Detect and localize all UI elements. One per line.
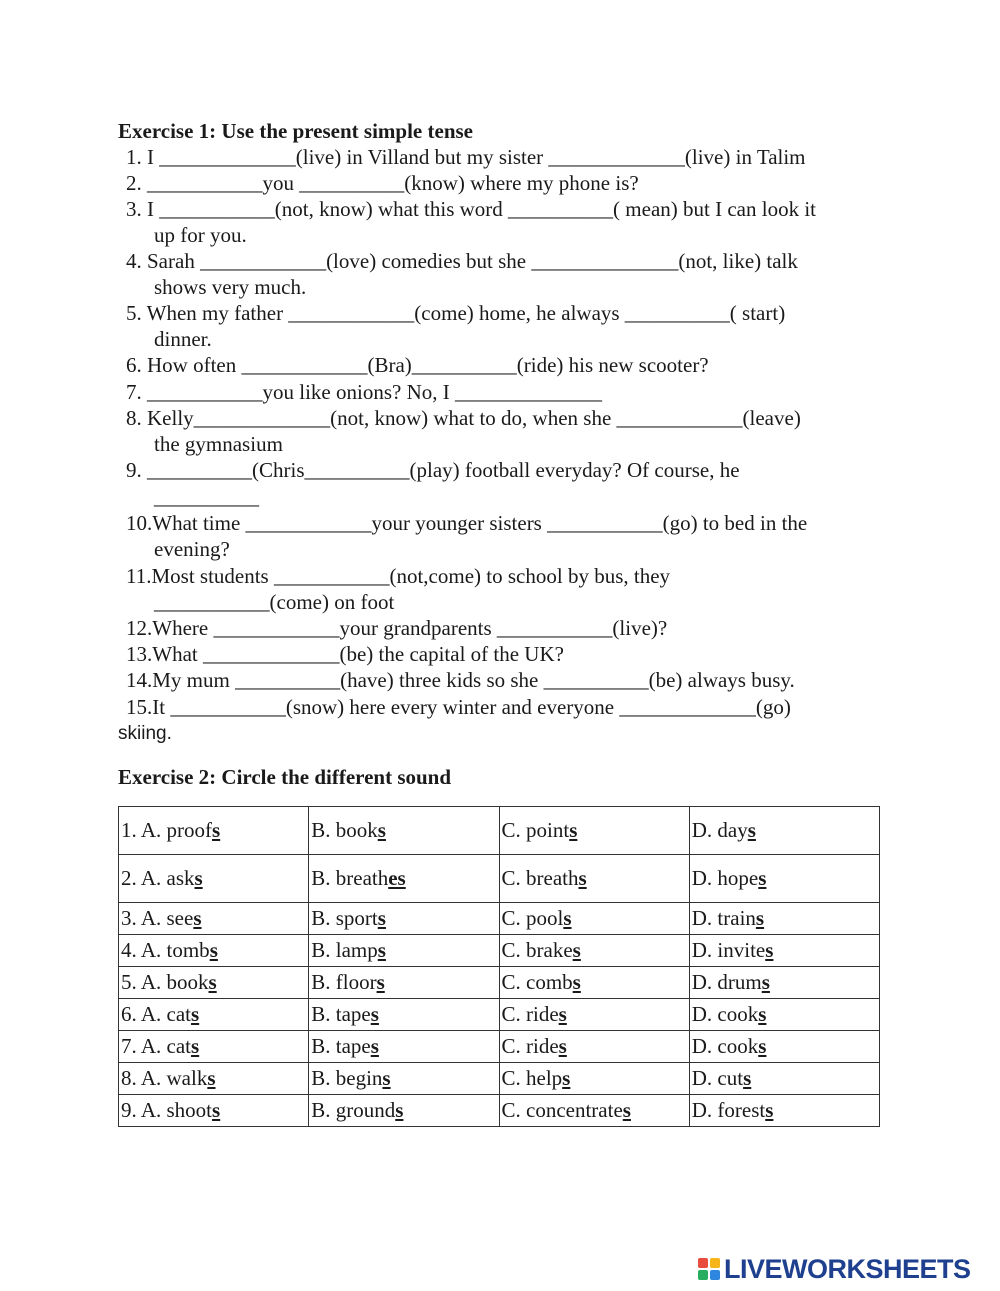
option-word: C. point (501, 818, 570, 842)
exercise1-line: 2. ___________you __________(know) where my phone is? (126, 171, 639, 195)
option-word: D. invite (691, 938, 766, 962)
option-word: D. drum (691, 970, 762, 994)
table-row (119, 999, 880, 1031)
option-cell[interactable] (119, 1031, 309, 1063)
exercise2-title: Exercise 2: Circle the different sound (118, 765, 452, 789)
option-word: C. breath (501, 866, 579, 890)
exercise1-line: dinner. (154, 327, 212, 351)
table-row (119, 935, 880, 967)
option-suffix: s (212, 1098, 221, 1122)
liveworksheets-logo (698, 1255, 971, 1283)
option-suffix: s (758, 1002, 767, 1026)
option-suffix: s (747, 818, 756, 842)
exercise1-line: 4. Sarah ____________(love) comedies but she ______________(not, like) talk (126, 249, 798, 273)
option-suffix: s (207, 1066, 216, 1090)
option-suffix: s (377, 818, 386, 842)
option-suffix: s (578, 866, 587, 890)
option-cell[interactable] (119, 807, 309, 855)
option-cell[interactable] (689, 999, 879, 1031)
option-cell[interactable] (499, 967, 689, 999)
exercise1-line: 3. I ___________(not, know) what this word __________( mean) but I can look it (126, 197, 816, 221)
option-word: D. day (691, 818, 748, 842)
logo-block (710, 1270, 720, 1280)
option-word: C. comb (501, 970, 573, 994)
option-word: B. breath (311, 866, 389, 890)
option-suffix: s (190, 1034, 200, 1058)
option-cell[interactable] (309, 903, 499, 935)
exercise1-line: 15.It ___________(snow) here every winter and everyone _____________(go) (126, 695, 791, 719)
option-cell[interactable] (499, 1063, 689, 1095)
option-suffix: s (376, 970, 385, 994)
option-cell[interactable] (689, 807, 879, 855)
table-row (119, 967, 880, 999)
table-row (119, 903, 880, 935)
option-cell[interactable] (119, 1063, 309, 1095)
option-suffix: s (377, 938, 386, 962)
option-word: 8. A. walk (121, 1066, 208, 1090)
exercise1-line: 1. I _____________(live) in Villand but my sister _____________(live) in Talim (126, 145, 806, 169)
option-suffix: s (382, 1066, 391, 1090)
logo-blocks-icon (698, 1258, 720, 1280)
exercise1-line: __________ (154, 485, 259, 509)
option-suffix: s (194, 866, 203, 890)
option-suffix: s (208, 970, 217, 994)
option-cell[interactable] (309, 807, 499, 855)
exercise1-line: shows very much. (154, 275, 307, 299)
exercise1-line: skiing. (118, 723, 172, 744)
option-word: 9. A. shoot (121, 1098, 213, 1122)
exercise1-line: 7. ___________you like onions? No, I ______________ (126, 380, 602, 404)
exercise1-line: ___________(come) on foot (154, 590, 395, 614)
option-cell[interactable] (119, 1095, 309, 1127)
exercise1-line: 14.My mum __________(have) three kids so she __________(be) always busy. (126, 668, 795, 692)
option-cell[interactable] (689, 1063, 879, 1095)
exercise1-line: 5. When my father ____________(come) home, he always __________( start) (126, 301, 786, 325)
option-suffix: s (765, 1098, 774, 1122)
option-cell[interactable] (499, 903, 689, 935)
option-word: D. forest (691, 1098, 766, 1122)
table-row (119, 855, 880, 903)
option-cell[interactable] (309, 967, 499, 999)
option-cell[interactable] (499, 935, 689, 967)
logo-block (698, 1258, 708, 1268)
option-suffix: s (395, 1098, 404, 1122)
exercise1-line: the gymnasium (154, 432, 283, 456)
option-suffix: s (377, 906, 386, 930)
option-suffix: s (562, 1066, 571, 1090)
option-word: B. begin (311, 1066, 383, 1090)
exercise1-line: 6. How often ____________(Bra)__________(ride) his new scooter? (126, 353, 709, 377)
option-word: 2. A. ask (121, 866, 195, 890)
option-cell[interactable] (309, 1063, 499, 1095)
option-word: C. pool (501, 906, 564, 930)
option-cell[interactable] (119, 855, 309, 903)
option-suffix: s (758, 866, 767, 890)
option-word: 3. A. see (121, 906, 194, 930)
option-cell[interactable] (309, 1095, 499, 1127)
option-cell[interactable] (689, 967, 879, 999)
brand-text: LIVEWORKSHEETS (724, 1253, 971, 1284)
option-cell[interactable] (499, 1095, 689, 1127)
option-suffix: s (765, 938, 774, 962)
option-cell[interactable] (119, 903, 309, 935)
option-suffix: s (743, 1066, 752, 1090)
sound-table (118, 806, 880, 1127)
option-cell[interactable] (309, 999, 499, 1031)
option-cell[interactable] (119, 967, 309, 999)
option-suffix: s (209, 938, 218, 962)
option-word: B. floor (311, 970, 377, 994)
option-word: D. cook (691, 1002, 759, 1026)
option-suffix: s (755, 906, 765, 930)
exercise1-line: up for you. (154, 223, 247, 247)
option-suffix: s (558, 1002, 567, 1026)
option-word: B. tape (311, 1002, 371, 1026)
option-cell[interactable] (689, 903, 879, 935)
option-word: 7. A. cat (121, 1034, 191, 1058)
option-suffix: s (572, 938, 581, 962)
option-word: B. lamp (311, 938, 378, 962)
exercise1-line: 9. __________(Chris__________(play) football everyday? Of course, he (126, 458, 740, 482)
exercise1-line: 11.Most students ___________(not,come) to school by bus, they (126, 564, 671, 588)
table-row (119, 807, 880, 855)
option-suffix: s (569, 818, 578, 842)
option-suffix: s (758, 1034, 767, 1058)
option-word: 1. A. proof (121, 818, 212, 842)
option-cell[interactable] (689, 1031, 879, 1063)
exercise1-line: 10.What time ____________your younger sisters ___________(go) to bed in the (126, 511, 808, 535)
option-word: D. hope (691, 866, 759, 890)
option-suffix: s (558, 1034, 567, 1058)
option-word: B. ground (311, 1098, 396, 1122)
option-cell[interactable] (309, 855, 499, 903)
exercise1-line: 12.Where ____________your grandparents ___________(live)? (126, 616, 668, 640)
logo-block (698, 1270, 708, 1280)
option-word: D. cook (691, 1034, 759, 1058)
option-cell[interactable] (689, 935, 879, 967)
option-cell[interactable] (499, 999, 689, 1031)
option-cell[interactable] (499, 855, 689, 903)
option-word: D. cut (691, 1066, 744, 1090)
option-suffix: s (572, 970, 581, 994)
option-word: B. sport (311, 906, 378, 930)
option-word: 6. A. cat (121, 1002, 191, 1026)
option-suffix: s (370, 1034, 379, 1058)
option-suffix: s (193, 906, 202, 930)
option-word: C. concentrate (501, 1098, 623, 1122)
table-row (119, 1031, 880, 1063)
option-word: C. ride (501, 1034, 559, 1058)
option-word: B. book (311, 818, 378, 842)
option-suffix: s (370, 1002, 379, 1026)
option-suffix: s (761, 970, 770, 994)
logo-block (710, 1258, 720, 1268)
option-suffix: s (212, 818, 221, 842)
option-cell[interactable] (119, 935, 309, 967)
option-suffix: s (190, 1002, 200, 1026)
option-word: D. train (691, 906, 756, 930)
option-word: B. tape (311, 1034, 371, 1058)
option-suffix: es (388, 866, 406, 890)
option-suffix: s (622, 1098, 631, 1122)
option-cell[interactable] (309, 1031, 499, 1063)
option-word: C. brake (501, 938, 573, 962)
option-cell[interactable] (309, 935, 499, 967)
table-row (119, 1063, 880, 1095)
option-word: 4. A. tomb (121, 938, 210, 962)
option-cell[interactable] (499, 1031, 689, 1063)
option-word: C. ride (501, 1002, 559, 1026)
exercise1-title: Exercise 1: Use the present simple tense (118, 119, 473, 143)
option-word: C. help (501, 1066, 563, 1090)
exercise1-line: 13.What _____________(be) the capital of the UK? (126, 642, 564, 666)
exercise1-line: evening? (154, 537, 230, 561)
option-cell[interactable] (689, 1095, 879, 1127)
option-word: 5. A. book (121, 970, 209, 994)
option-cell[interactable] (689, 855, 879, 903)
option-cell[interactable] (119, 999, 309, 1031)
table-row (119, 1095, 880, 1127)
option-cell[interactable] (499, 807, 689, 855)
exercise1-line: 8. Kelly_____________(not, know) what to do, when she ____________(leave) (126, 406, 801, 430)
option-suffix: s (563, 906, 572, 930)
